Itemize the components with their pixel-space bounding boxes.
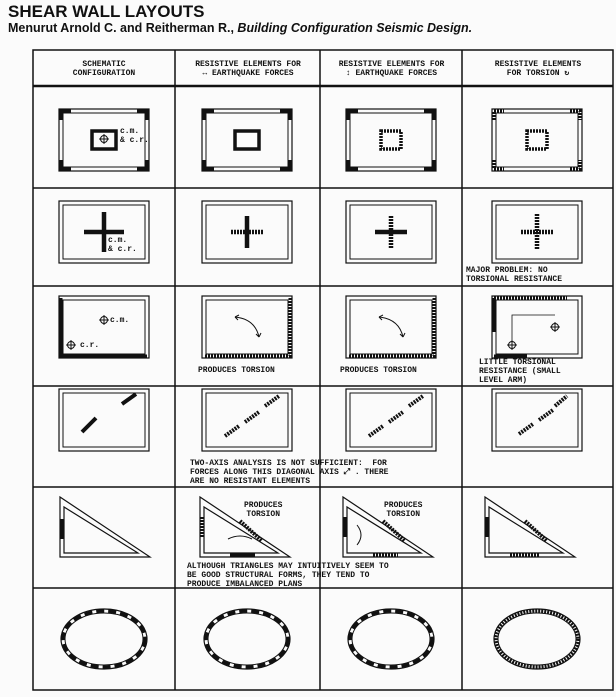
label-cm-cr: c.m. & c.r. xyxy=(120,127,149,145)
note-two-axis: TWO-AXIS ANALYSIS IS NOT SUFFICIENT: FOR FORCES ALONG THIS DIAGONAL AXIS ⤢ . THERE ARE NO RESISTANT ELEMENTS xyxy=(190,459,389,486)
header-horizontal-forces: RESISTIVE ELEMENTS FOR ↔ EARTHQUAKE FORCES xyxy=(195,60,301,78)
header-schematic: SCHEMATIC CONFIGURATION xyxy=(72,60,136,78)
header-vertical-forces: RESISTIVE ELEMENTS FOR ↕ EARTHQUAKE FORCES xyxy=(338,60,445,78)
header-torsion: RESISTIVE ELEMENTS FOR TORSION ↻ xyxy=(494,60,582,78)
note-produces-torsion-3: PRODUCES TORSION xyxy=(244,501,283,519)
note-major-problem: MAJOR PROBLEM: NO TORSIONAL RESISTANCE xyxy=(466,266,563,284)
note-produces-torsion-2: PRODUCES TORSION xyxy=(340,366,417,375)
note-produces-torsion-4: PRODUCES TORSION xyxy=(384,501,423,519)
label-cm-cr-2: c.m. & c.r. xyxy=(108,236,137,254)
label-cm: c.m. xyxy=(110,316,130,325)
page-title: SHEAR WALL LAYOUTS xyxy=(8,2,205,21)
citation-book: Building Configuration Seismic Design. xyxy=(237,21,473,35)
citation-authors: Menurut Arnold C. and Reitherman R., xyxy=(8,21,234,35)
row-triangle-walls xyxy=(60,497,575,557)
note-little-torsion: LITTLE TORSIONAL RESISTANCE (SMALL LEVEL ARM) xyxy=(479,358,561,385)
note-produces-torsion-1: PRODUCES TORSION xyxy=(198,366,275,375)
note-triangles: ALTHOUGH TRIANGLES MAY INTUITIVELY SEEM TO BE GOOD STRUCTURAL FORMS, THEY TEND TO PRODUCE IMBALANCED PLANS xyxy=(187,562,389,589)
label-cr: c.r. xyxy=(80,341,100,350)
